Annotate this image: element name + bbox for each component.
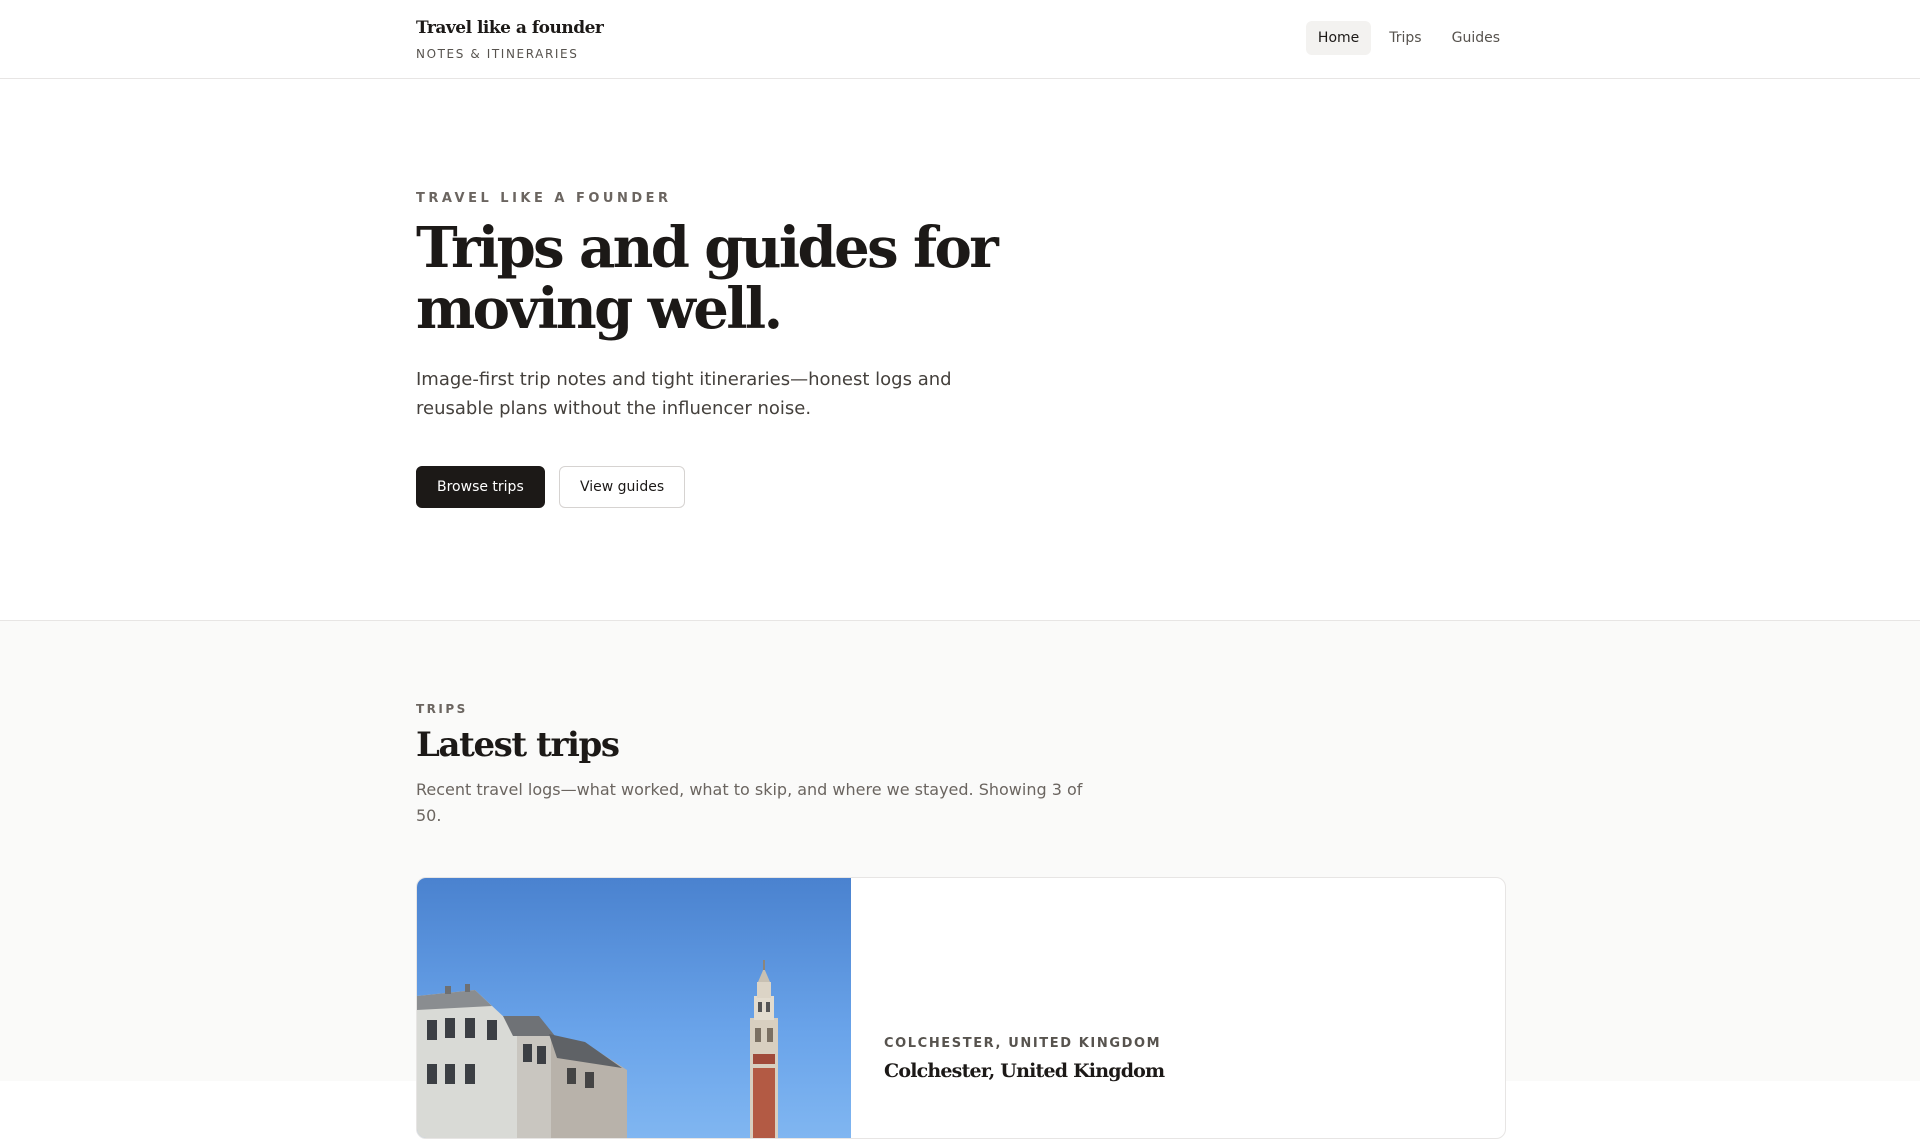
trips-eyebrow: TRIPS <box>416 702 468 716</box>
trips-title: Latest trips <box>416 725 619 765</box>
hero-eyebrow: TRAVEL LIKE A FOUNDER <box>416 191 672 206</box>
hero-title: Trips and guides for moving well. <box>416 215 997 342</box>
trip-image[interactable] <box>417 878 851 1138</box>
trip-location: COLCHESTER, UNITED KINGDOM <box>884 1036 1162 1051</box>
brand-title[interactable]: Travel like a founder <box>416 18 604 38</box>
site-header <box>0 0 1920 79</box>
trip-title[interactable]: Colchester, United Kingdom <box>884 1060 1165 1082</box>
browse-trips-button[interactable]: Browse trips <box>416 466 545 508</box>
trips-description: Recent travel logs—what worked, what to skip, and where we stayed. Showing 3 of 50. <box>416 780 1083 825</box>
nav-guides[interactable]: Guides <box>1451 30 1500 46</box>
view-guides-button[interactable]: View guides <box>559 466 685 508</box>
hero-description: Image-first trip notes and tight itineraries—honest logs and reusable plans without the influencer noise. <box>416 369 952 419</box>
colchester-street-photo <box>417 878 851 1138</box>
trips-section <box>0 620 1920 1081</box>
main-nav <box>1306 21 1512 55</box>
trip-card[interactable] <box>416 877 1506 1139</box>
nav-trips[interactable]: Trips <box>1389 30 1422 46</box>
nav-home[interactable]: Home <box>1306 21 1371 55</box>
brand-subtitle: NOTES & ITINERARIES <box>416 47 579 61</box>
